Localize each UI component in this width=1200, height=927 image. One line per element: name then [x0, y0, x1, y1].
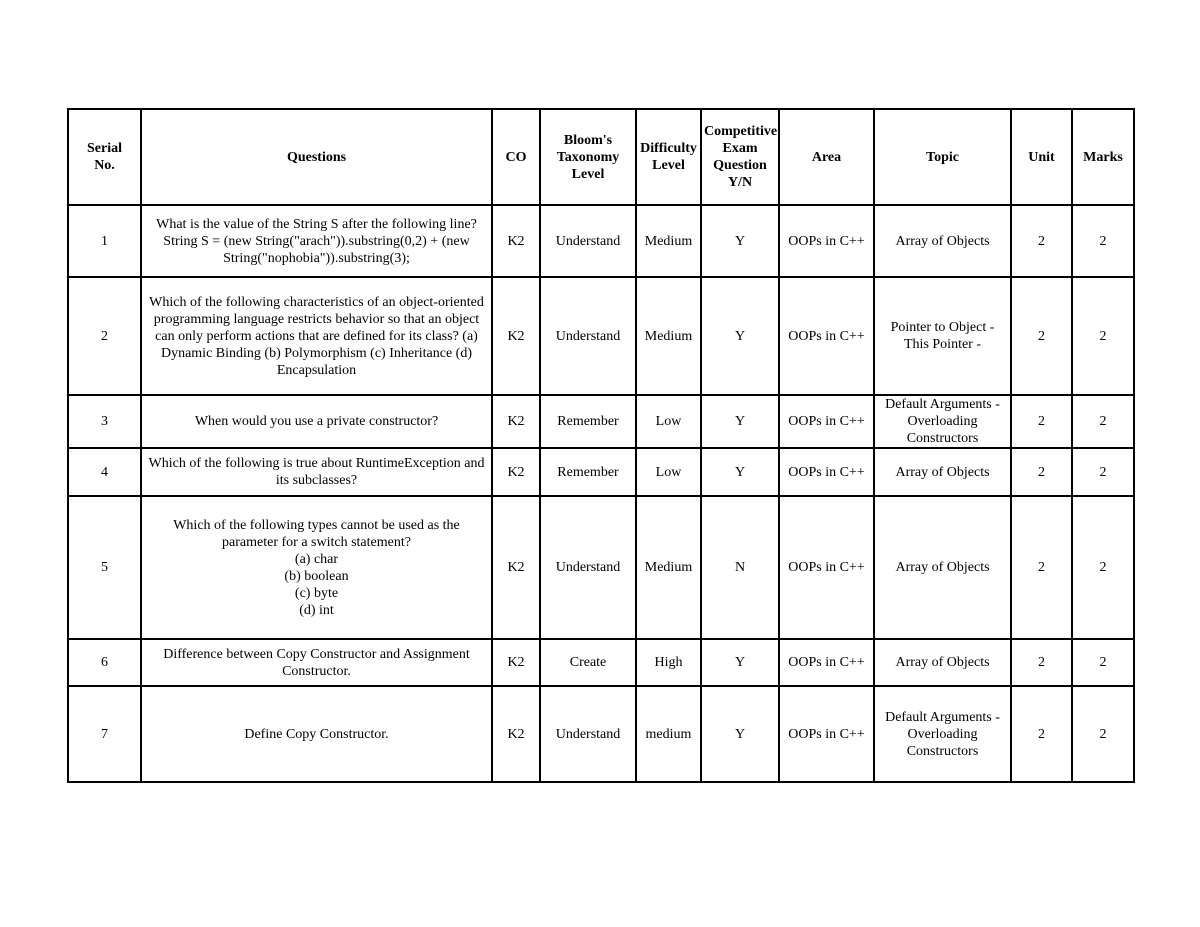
cell-serial: 4: [68, 448, 141, 496]
cell-topic: Array of Objects: [874, 639, 1011, 686]
header-topic: Topic: [874, 109, 1011, 205]
cell-area: OOPs in C++: [779, 205, 874, 277]
cell-topic: Array of Objects: [874, 496, 1011, 639]
cell-area: OOPs in C++: [779, 277, 874, 395]
cell-competitive: Y: [701, 395, 779, 448]
header-row: [68, 109, 1134, 205]
cell-marks: 2: [1072, 496, 1134, 639]
cell-difficulty: High: [636, 639, 701, 686]
cell-competitive: Y: [701, 205, 779, 277]
cell-serial: 1: [68, 205, 141, 277]
header-competitive: Competitive Exam Question Y/N: [701, 109, 779, 205]
cell-question: What is the value of the String S after the following line? String S = (new String("arach")).substring(0,2) + (new String("nophobia")).substring(3);: [141, 205, 492, 277]
cell-blooms: Understand: [540, 205, 636, 277]
table-row: [68, 496, 1134, 639]
header-serial: Serial No.: [68, 109, 141, 205]
cell-serial: 5: [68, 496, 141, 639]
cell-marks: 2: [1072, 277, 1134, 395]
cell-topic: Pointer to Object - This Pointer -: [874, 277, 1011, 395]
header-co: CO: [492, 109, 540, 205]
cell-serial: 2: [68, 277, 141, 395]
cell-co: K2: [492, 448, 540, 496]
cell-marks: 2: [1072, 639, 1134, 686]
cell-competitive: Y: [701, 639, 779, 686]
cell-serial: 3: [68, 395, 141, 448]
cell-question: Which of the following is true about RuntimeException and its subclasses?: [141, 448, 492, 496]
cell-difficulty: Medium: [636, 496, 701, 639]
cell-area: OOPs in C++: [779, 448, 874, 496]
cell-topic: Default Arguments - Overloading Constructors: [874, 395, 1011, 448]
cell-competitive: Y: [701, 277, 779, 395]
cell-co: K2: [492, 277, 540, 395]
cell-unit: 2: [1011, 277, 1072, 395]
table-row: [68, 639, 1134, 686]
cell-question: Difference between Copy Constructor and Assignment Constructor.: [141, 639, 492, 686]
cell-blooms: Remember: [540, 395, 636, 448]
cell-question: Which of the following types cannot be used as the parameter for a switch statement? (a) char (b) boolean (c) byte (d) int: [141, 496, 492, 639]
cell-unit: 2: [1011, 639, 1072, 686]
question-bank-table: [67, 108, 1135, 783]
cell-unit: 2: [1011, 686, 1072, 782]
cell-difficulty: medium: [636, 686, 701, 782]
cell-co: K2: [492, 639, 540, 686]
cell-blooms: Understand: [540, 496, 636, 639]
cell-difficulty: Low: [636, 448, 701, 496]
cell-co: K2: [492, 496, 540, 639]
header-questions: Questions: [141, 109, 492, 205]
cell-co: K2: [492, 205, 540, 277]
header-area: Area: [779, 109, 874, 205]
cell-area: OOPs in C++: [779, 395, 874, 448]
cell-difficulty: Medium: [636, 277, 701, 395]
header-marks: Marks: [1072, 109, 1134, 205]
cell-unit: 2: [1011, 395, 1072, 448]
cell-co: K2: [492, 395, 540, 448]
header-difficulty: Difficulty Level: [636, 109, 701, 205]
cell-area: OOPs in C++: [779, 639, 874, 686]
cell-question: Define Copy Constructor.: [141, 686, 492, 782]
table-row: [68, 205, 1134, 277]
cell-competitive: Y: [701, 686, 779, 782]
cell-difficulty: Medium: [636, 205, 701, 277]
cell-unit: 2: [1011, 496, 1072, 639]
header-unit: Unit: [1011, 109, 1072, 205]
header-blooms: Bloom's Taxonomy Level: [540, 109, 636, 205]
cell-serial: 6: [68, 639, 141, 686]
cell-serial: 7: [68, 686, 141, 782]
cell-marks: 2: [1072, 395, 1134, 448]
table-row: [68, 395, 1134, 448]
cell-competitive: Y: [701, 448, 779, 496]
cell-blooms: Understand: [540, 277, 636, 395]
cell-question: Which of the following characteristics of an object-oriented programming language restricts behavior so that an object can only perform actions that are defined for its class? (a) Dynamic Binding (b) Polymorphism (c) Inheritance (d) Encapsulation: [141, 277, 492, 395]
cell-co: K2: [492, 686, 540, 782]
cell-blooms: Understand: [540, 686, 636, 782]
cell-competitive: N: [701, 496, 779, 639]
cell-area: OOPs in C++: [779, 686, 874, 782]
cell-difficulty: Low: [636, 395, 701, 448]
cell-question: When would you use a private constructor?: [141, 395, 492, 448]
table-row: [68, 686, 1134, 782]
cell-topic: Array of Objects: [874, 448, 1011, 496]
table-row: [68, 277, 1134, 395]
cell-marks: 2: [1072, 686, 1134, 782]
cell-area: OOPs in C++: [779, 496, 874, 639]
cell-unit: 2: [1011, 448, 1072, 496]
table-row: [68, 448, 1134, 496]
cell-unit: 2: [1011, 205, 1072, 277]
cell-blooms: Remember: [540, 448, 636, 496]
cell-marks: 2: [1072, 205, 1134, 277]
cell-marks: 2: [1072, 448, 1134, 496]
cell-blooms: Create: [540, 639, 636, 686]
cell-topic: Array of Objects: [874, 205, 1011, 277]
cell-topic: Default Arguments - Overloading Constructors: [874, 686, 1011, 782]
